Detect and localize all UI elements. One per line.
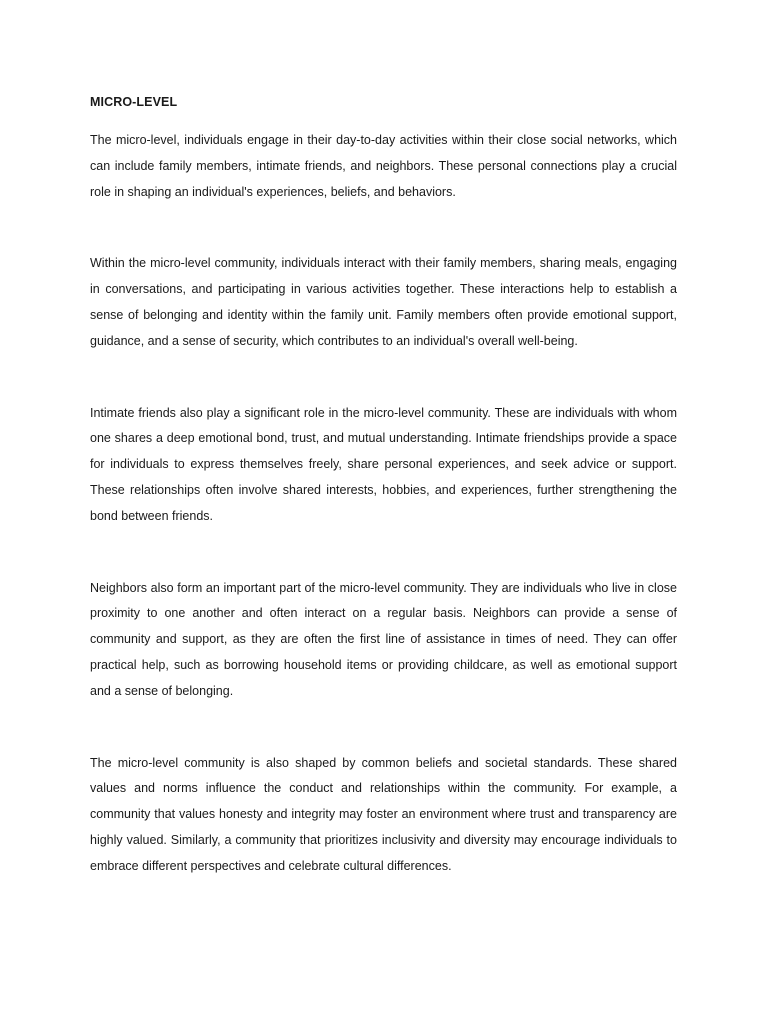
paragraph-intro: The micro-level, individuals engage in their day-to-day activities within their close social networks, which can include family members, intimate friends, and neighbors. These personal connections play a crucial role in shaping an individual's experiences, beliefs, and behaviors.	[90, 133, 677, 199]
paragraph-beliefs: The micro-level community is also shaped by common beliefs and societal standards. These shared values and norms influence the conduct and relationships within the community. For example, a community that values honesty and integrity may foster an environment where trust and transparency are highly valued. Similarly, a community that prioritizes inclusivity and diversity may encourage individuals to embrace different perspectives and celebrate cultural differences.	[90, 755, 677, 873]
section-heading: MICRO-LEVEL	[90, 95, 178, 109]
paragraph-neighbors: Neighbors also form an important part of the micro-level community. They are individuals who live in close proximity to one another and often interact on a regular basis. Neighbors can provide a sense of community and support, as they are often the first line of assistance in times of need. They can offer practical help, such as borrowing household items or providing childcare, as well as emotional support and a sense of belonging.	[90, 580, 677, 698]
document-body	[90, 92, 677, 880]
paragraph-friends: Intimate friends also play a significant role in the micro-level community. These are individuals with whom one shares a deep emotional bond, trust, and mutual understanding. Intimate friendships provide a space for individuals to express themselves freely, share personal experiences, and seek advice or support. These relationships often involve shared interests, hobbies, and experiences, further strengthening the bond between friends.	[90, 405, 677, 523]
paragraph-family: Within the micro-level community, individuals interact with their family members, sharing meals, engaging in conversations, and participating in various activities together. These interactions help to establish a sense of belonging and identity within the family unit. Family members often provide emotional support, guidance, and a sense of security, which contributes to an individual's overall well-being.	[90, 256, 677, 348]
